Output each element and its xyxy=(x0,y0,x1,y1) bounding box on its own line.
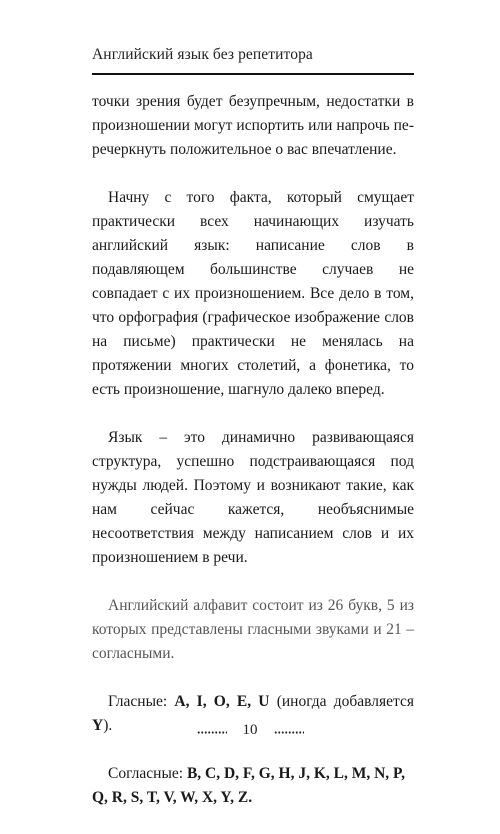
paragraph-continued: точки зрения будет безупречным, недостатки в произношении могут испортить или напрочь перечеркнуть положительное о вас впечатление. xyxy=(92,93,414,158)
vowels-note-open: (иногда добавляется xyxy=(276,693,414,710)
vowels-label: Гласные: xyxy=(108,693,168,710)
paragraph-alphabet: Английский алфавит состоит из 26 букв, 5 из которых представлены гласными звуками и 21 – согласными. xyxy=(92,597,414,662)
footer-dots-left xyxy=(197,731,227,734)
consonants-label: Согласные: xyxy=(108,765,184,782)
paragraph: Начну с того факта, который смущает практически всех начинающих изучать английский язык: написание слов в подавляющем большинстве случаев не совпадает с их произношением. Все дело в том, что орфография (графическое изображение слов на письме) практически не менялась на протяжении многих столетий, а фонетика, то есть произношение, шагнуло далеко вперед. xyxy=(92,189,414,398)
consonants-line xyxy=(92,762,414,810)
footer-dots-right xyxy=(274,731,304,734)
running-header: Английский язык без репетитора xyxy=(92,46,313,63)
vowels-note-close: ). xyxy=(103,717,113,734)
header-rule xyxy=(92,73,414,75)
consonants-letters: B, C, D, F, G, H, J, K, L, M, N, P, Q, R, S, T, V, W, X, Y, Z. xyxy=(92,765,405,806)
page-footer xyxy=(0,722,500,739)
vowels-note-letter: Y xyxy=(92,717,104,734)
vowels-letters: A, I, O, E, U xyxy=(174,693,270,710)
paragraph: Язык – это динамично развивающаяся структура, успешно подстраивающаяся под нужды людей. Поэтому и возникают такие, как нам сейчас кажется, необъяснимые несоответствия между написанием слов и их произношением в речи. xyxy=(92,429,414,566)
page-number: 10 xyxy=(242,722,258,738)
